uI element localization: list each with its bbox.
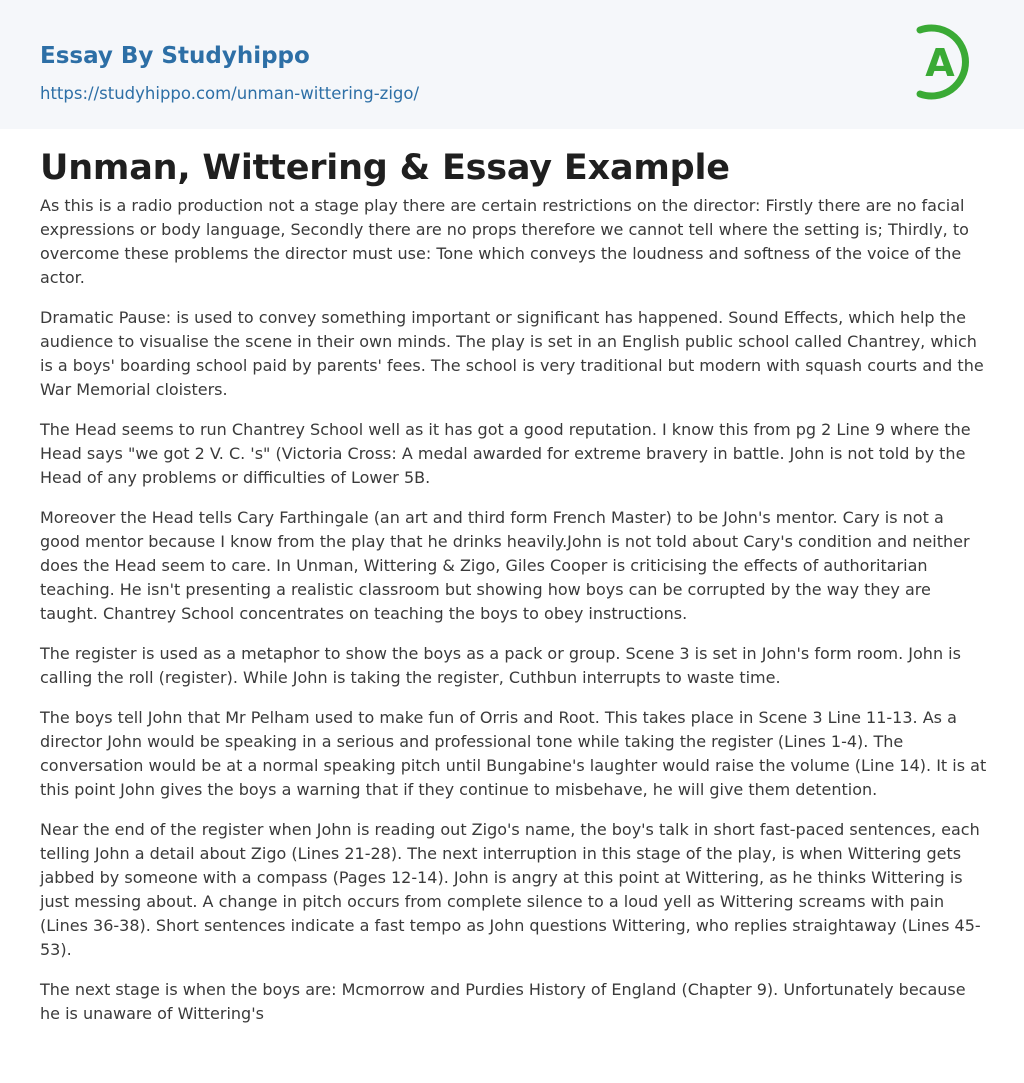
article-paragraph: Moreover the Head tells Cary Farthingale (an art and third form French Master) to be John's mentor. Cary is not a good mentor because I know from the play that he drinks heavily.John is not told about Cary's condition and neither does the Head seem to care. In Unman, Wittering & Zigo, Giles Cooper is criticising the effects of authoritarian teaching. He isn't presenting a realistic classroom but showing how boys can be corrupted by the way they are taught. Chantrey School concentrates on teaching the boys to obey instructions. (40, 508, 970, 623)
article-paragraph: The next stage is when the boys are: Mcmorrow and Purdies History of England (Chapter 9). Unfortunately because he is unaware of Wittering's (40, 980, 966, 1023)
article-paragraph: Dramatic Pause: is used to convey something important or significant has happened. Sound Effects, which help the audience to visualise the scene in their own minds. The play is set in an English public school called Chantrey, which is a boys' boarding school paid by parents' fees. The school is very traditional but modern with squash courts and the War Memorial cloisters. (40, 308, 984, 399)
logo-letter: A (925, 41, 955, 85)
article-paragraph: Near the end of the register when John is reading out Zigo's name, the boy's talk in short fast-paced sentences, each telling John a detail about Zigo (Lines 21-28). The next interruption in this stage of the play, is when Wittering gets jabbed by someone with a compass (Pages 12-14). John is angry at this point at Wittering, as he thinks Wittering is just messing about. A change in pitch occurs from complete silence to a loud yell as Wittering screams with pain (Lines 36-38). Short sentences indicate a fast tempo as John questions Wittering, who replies straightaway (Lines 45-53). (40, 820, 981, 959)
article-body (40, 194, 988, 1042)
article-paragraph: As this is a radio production not a stage play there are certain restrictions on the director: Firstly there are no facial expressions or body language, Secondly there are no props therefore we cannot tell where the setting is; Thirdly, to overcome these problems the director must use: Tone which conveys the loudness and softness of the voice of the actor. (40, 196, 969, 287)
article-paragraph: The boys tell John that Mr Pelham used to make fun of Orris and Root. This takes place in Scene 3 Line 11-13. As a director John would be speaking in a serious and professional tone while taking the register (Lines 1-4). The conversation would be at a normal speaking pitch until Bungabine's laughter would raise the volume (Line 14). It is at this point John gives the boys a warning that if they continue to misbehave, he will give them detention. (40, 708, 987, 799)
brand-name: Essay By Studyhippo (40, 43, 310, 69)
article-title: Unman, Wittering & Essay Example (40, 148, 730, 188)
source-url-link[interactable]: https://studyhippo.com/unman-wittering-zigo/ (40, 84, 420, 103)
article-paragraph: The Head seems to run Chantrey School well as it has got a good reputation. I know this from pg 2 Line 9 where the Head says "we got 2 V. C. 's" (Victoria Cross: A medal awarded for extreme bravery in battle. John is not told by the Head of any problems or difficulties of Lower 5B. (40, 420, 971, 487)
studyhippo-logo-icon[interactable] (912, 18, 988, 106)
article-paragraph: The register is used as a metaphor to show the boys as a pack or group. Scene 3 is set in John's form room. John is calling the roll (register). While John is taking the register, Cuthbun interrupts to waste time. (40, 644, 961, 687)
